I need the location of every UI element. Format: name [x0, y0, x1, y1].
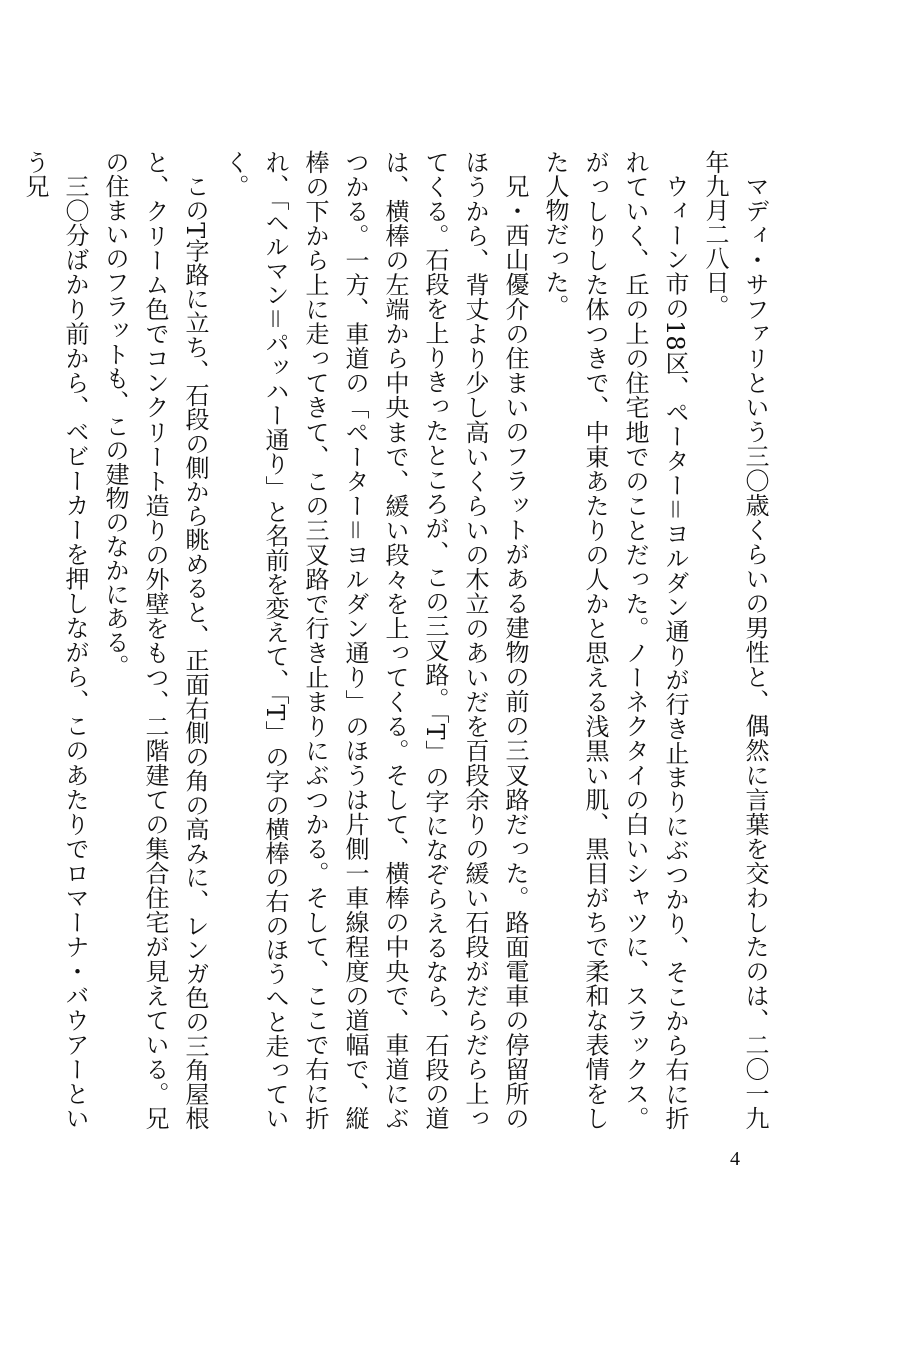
paragraph-2: ウィーン市の18区、ペーター＝ヨルダン通りが行き止まりにぶつかり、そこから右に折れていく、丘の上の住宅地でのことだった。ノーネクタイの白いシャツに、スラックス。がっしりした体つきで、中東あたりの人かと思える浅黒い肌、黒目がちで柔和な表情をした人物だった。 — [541, 150, 689, 1130]
paragraph-5: 三〇分ばかり前から、ベビーカーを押しながら、このあたりでロマーナ・バウアーという兄 — [21, 150, 89, 1130]
paragraph-3: 兄・西山優介の住まいのフラットがある建物の前の三叉路だった。路面電車の停留所のほうから、背丈より少し高いくらいの木立のあいだを百段余りの緩い石段がだらだら上ってくる。石段を上りきったところが、この三叉路。「T」の字になぞらえるなら、石段の道は、横棒の左端から中央まで、緩い段々を上ってくる。そして、横棒の中央で、車道にぶつかる。一方、車道の「ペーター＝ヨルダン通り」のほうは片側一車線程度の道幅で、縦棒の下から上に走ってきて、この三叉路で行き止まりにぶつかる。そして、ここで右に折れ、「ヘルマン＝パッハー通り」と名前を変えて、「T」の字の横棒の右のほうへと走っていく。 — [221, 150, 529, 1130]
paragraph-4: このT字路に立ち、石段の側から眺めると、正面右側の角の高みに、レンガ色の三角屋根と、クリーム色でコンクリート造りの外壁をもつ、二階建ての集合住宅が見えている。兄の住まいのフラットも、この建物のなかにある。 — [101, 150, 209, 1130]
page-number: 4 — [730, 1148, 740, 1170]
paragraph-1: マディ・サファリという三〇歳くらいの男性と、偶然に言葉を交わしたのは、二〇一九年九月二八日。 — [701, 150, 769, 1130]
vertical-text-block — [21, 150, 775, 1130]
